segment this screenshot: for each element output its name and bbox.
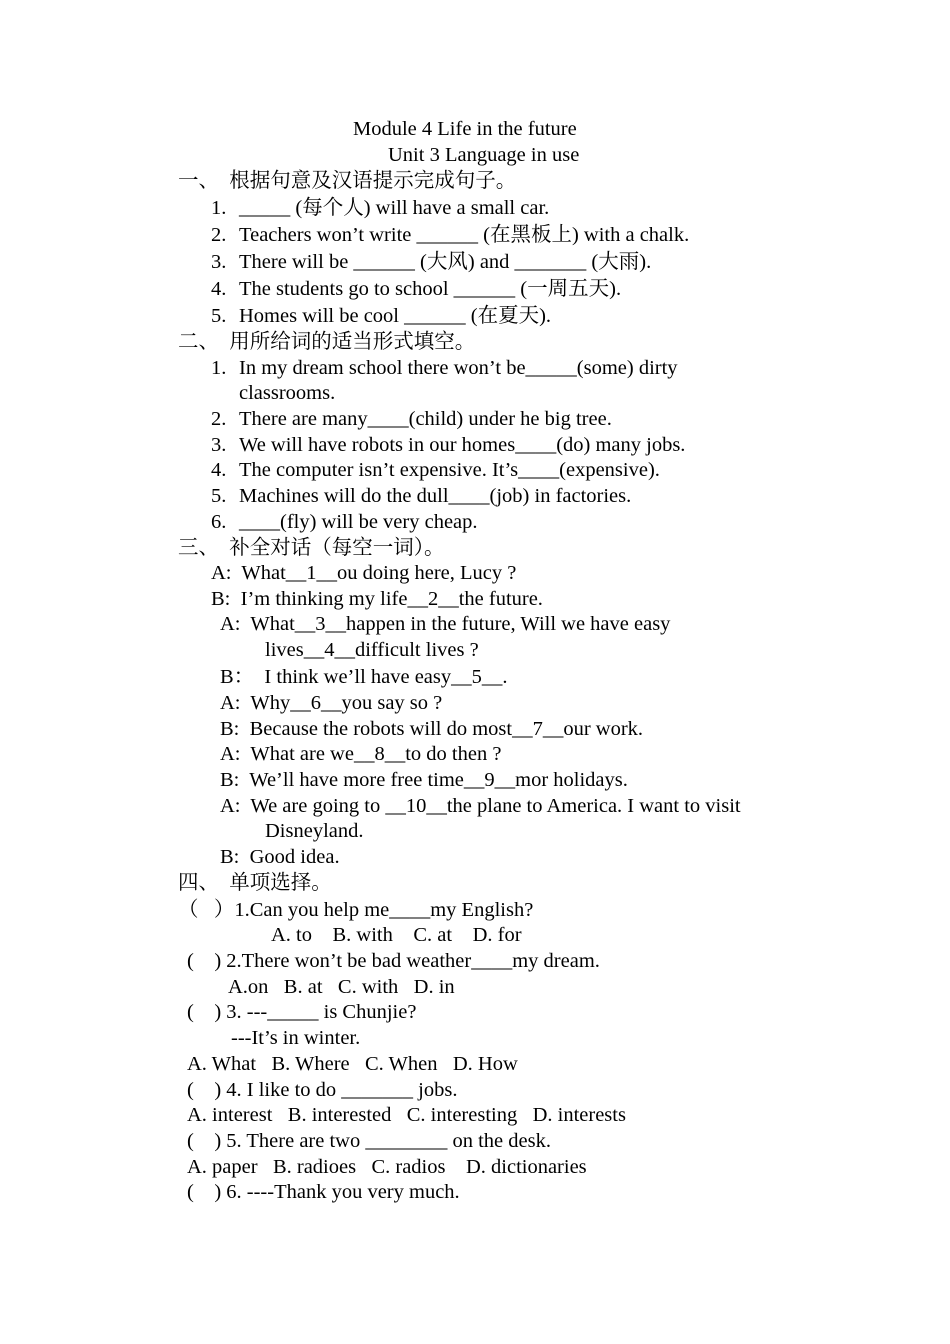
item-number: 5. (211, 485, 227, 507)
dialogue-line-continuation: lives__4__difficult lives ? (265, 639, 479, 661)
item-number: 4. (211, 459, 227, 481)
list-item (211, 432, 685, 458)
dialogue-line: A: We are going to __10__the plane to America. I want to visit (220, 795, 741, 817)
options-line: A. paper B. radioes C. radios D. dictionaries (187, 1156, 587, 1178)
item-number: 3. (211, 251, 227, 273)
question-line-continuation: ---It’s in winter. (231, 1027, 361, 1049)
list-item (211, 457, 660, 483)
options-line: A. interest B. interested C. interesting D. interests (187, 1104, 626, 1126)
question-line: ( ) 4. I like to do _______ jobs. (187, 1079, 458, 1101)
item-text: There will be ______ (大风) and _______ (大雨). (239, 251, 652, 273)
dialogue-line: A: What__3__happen in the future, Will we have easy (220, 613, 671, 635)
item-number: 1. (211, 357, 227, 379)
dialogue-line: B: I’m thinking my life__2__the future. (211, 588, 543, 610)
item-number: 6. (211, 511, 227, 533)
item-text: The computer isn’t expensive. It’s____(expensive). (239, 459, 660, 481)
question-line: ( ) 5. There are two ________ on the desk. (187, 1130, 551, 1152)
question-line: ( ) 6. ----Thank you very much. (187, 1181, 460, 1203)
dialogue-line: B: Good idea. (220, 846, 340, 868)
item-number: 2. (211, 408, 227, 430)
question-line: ( ) 2.There won’t be bad weather____my dream. (187, 950, 600, 972)
list-item (211, 195, 549, 221)
dialogue-line: B: We’ll have more free time__9__mor holidays. (220, 769, 628, 791)
item-text: Teachers won’t write ______ (在黑板上) with a chalk. (239, 224, 690, 246)
section-4-heading: 四、 单项选择。 (178, 872, 332, 894)
item-text: Homes will be cool ______ (在夏天). (239, 305, 552, 327)
list-item (211, 276, 621, 302)
item-text: There are many____(child) under he big tree. (239, 408, 612, 430)
list-item (211, 249, 651, 275)
item-text: ____(fly) will be very cheap. (239, 511, 478, 533)
item-number: 2. (211, 224, 227, 246)
list-item (211, 355, 678, 381)
section-1-heading: 一、 根据句意及汉语提示完成句子。 (178, 170, 517, 192)
page-subtitle: Unit 3 Language in use (388, 144, 580, 166)
question-line: ( ) 3. ---_____ is Chunjie? (187, 1001, 417, 1023)
list-item-continuation: classrooms. (239, 382, 336, 404)
list-item (211, 509, 478, 535)
item-number: 5. (211, 305, 227, 327)
item-text: The students go to school ______ (一周五天). (239, 278, 622, 300)
dialogue-line: B： I think we’ll have easy__5__. (220, 666, 508, 688)
item-number: 1. (211, 197, 227, 219)
item-text: We will have robots in our homes____(do) many jobs. (239, 434, 686, 456)
list-item (211, 222, 689, 248)
dialogue-line: B: Because the robots will do most__7__our work. (220, 718, 644, 740)
dialogue-line: A: What__1__ou doing here, Lucy ? (211, 562, 517, 584)
item-text: _____ (每个人) will have a small car. (239, 197, 550, 219)
page-title: Module 4 Life in the future (353, 118, 577, 140)
options-line: A. What B. Where C. When D. How (187, 1053, 518, 1075)
item-number: 3. (211, 434, 227, 456)
question-line: （ ）1.Can you help me____my English? (178, 899, 534, 921)
section-3-heading: 三、 补全对话（每空一词）。 (178, 537, 445, 559)
dialogue-line: A: What are we__8__to do then ? (220, 743, 502, 765)
list-item (211, 406, 612, 432)
list-item (211, 483, 631, 509)
dialogue-line-continuation: Disneyland. (265, 820, 364, 842)
item-text: Machines will do the dull____(job) in factories. (239, 485, 632, 507)
item-number: 4. (211, 278, 227, 300)
options-line: A. to B. with C. at D. for (271, 924, 522, 946)
list-item (211, 303, 551, 329)
dialogue-line: A: Why__6__you say so ? (220, 692, 443, 714)
section-2-heading: 二、 用所给词的适当形式填空。 (178, 331, 476, 353)
item-text: In my dream school there won’t be_____(some) dirty (239, 357, 678, 379)
options-line: A.on B. at C. with D. in (228, 976, 455, 998)
